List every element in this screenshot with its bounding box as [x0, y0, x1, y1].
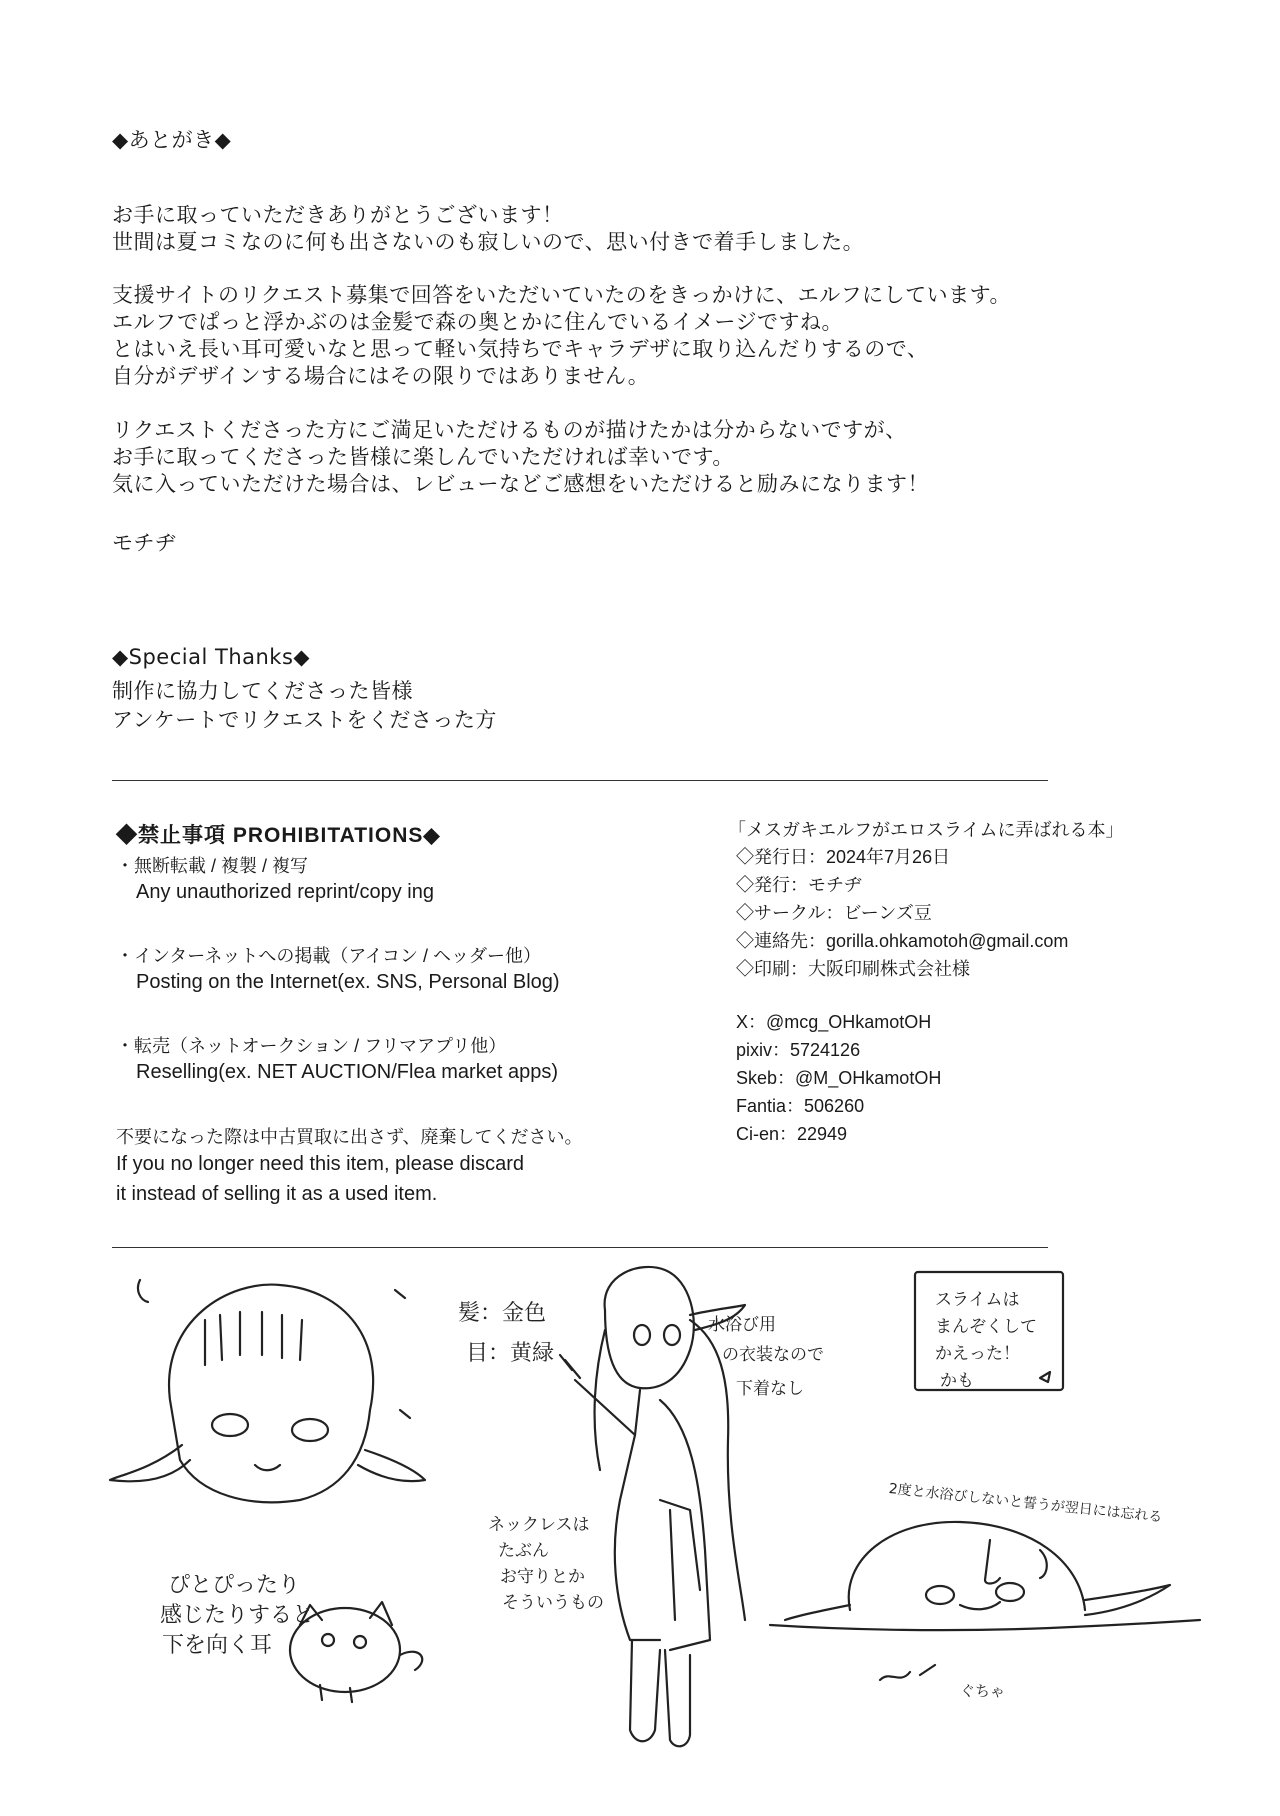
colophon-detail: ◇発行：モチヂ: [736, 875, 862, 895]
afterword-line: とはいえ長い耳可愛いなと思って軽い気持ちでキャラデザに取り込んだりするので、: [112, 337, 929, 361]
divider-bottom: [112, 1247, 1048, 1248]
prohibition-item-en: Posting on the Internet(ex. SNS, Personal Blog): [136, 971, 560, 993]
afterword-heading: ◆あとがき◆: [112, 128, 232, 152]
flattened-elf-sketch: [770, 1522, 1200, 1680]
elf-figure-sketch: [560, 1267, 745, 1746]
book-title: 「メスガキエルフがエロスライムに弄ばれる本」: [728, 820, 1124, 840]
thanks-line: 制作に協力してくださった皆様: [112, 679, 413, 703]
sns-link: pixiv：5724126: [736, 1040, 861, 1060]
divider-top: [112, 780, 1048, 781]
discard-notice-en: it instead of selling it as a used item.: [116, 1183, 438, 1205]
prohibition-item-en: Any unauthorized reprint/copy ing: [136, 881, 434, 903]
sns-link: Skeb：@M_OHkamotOH: [736, 1068, 942, 1088]
afterword-line: 自分がデザインする場合にはその限りではありません。: [112, 364, 650, 388]
sketch-note: 水浴び用: [708, 1315, 776, 1335]
elf-head-sketch: [110, 1280, 425, 1502]
afterword-signature: モチヂ: [112, 531, 177, 555]
sound-effect: ぐちゃ: [960, 1682, 1006, 1700]
sketch-note: お守りとか: [500, 1567, 585, 1587]
note-box-text: かえった！: [935, 1344, 1020, 1364]
afterword-line: 気に入っていただけた場合は、レビューなどご感想をいただけると励みになります！: [112, 472, 929, 496]
sketch-note: そういうもの: [502, 1593, 604, 1613]
note-box-text: スライムは: [935, 1290, 1020, 1310]
prohibition-item-en: Reselling(ex. NET AUCTION/Flea market apps): [136, 1061, 558, 1083]
sketch-note: の衣装なので: [722, 1345, 824, 1365]
hair-color-note: 髪：金色: [458, 1301, 547, 1326]
afterword-line: お手に取っていただきありがとうございます！: [112, 203, 564, 227]
eye-color-note: 目：黄緑: [466, 1341, 555, 1366]
sketch-note: ネックレスは: [488, 1515, 590, 1535]
note-box-text: かも: [940, 1371, 974, 1391]
note-box-text: まんぞくして: [935, 1317, 1037, 1337]
thanks-heading: ◆Special Thanks◆: [112, 645, 311, 669]
afterword-line: エルフでぱっと浮かぶのは金髪で森の奥とかに住んでいるイメージですね。: [112, 310, 843, 334]
afterword-line: リクエストくださった方にご満足いただけるものが描けたかは分からないですが、: [112, 418, 907, 442]
sketch-note: ぴとぴったり: [168, 1573, 301, 1598]
discard-notice-en: If you no longer need this item, please discard: [116, 1153, 525, 1175]
prohibitions-heading: ◆禁止事項 PROHIBITATIONS◆: [116, 824, 441, 847]
colophon-detail: ◇印刷：大阪印刷株式会社様: [736, 959, 970, 979]
sns-link: X：@mcg_OHkamotOH: [736, 1012, 932, 1032]
prohibition-item-jp: ・無断転載 / 複製 / 複写: [116, 856, 309, 876]
afterword-line: 世間は夏コミなのに何も出さないのも寂しいので、思い付きで着手しました。: [112, 230, 865, 254]
colophon-detail: ◇発行日：2024年7月26日: [736, 847, 951, 867]
sns-link: Ci-en：22949: [736, 1124, 848, 1144]
sketch-illustrations: [0, 1260, 1280, 1816]
sketch-note: たぶん: [498, 1541, 549, 1561]
sketch-note: 下を向く耳: [162, 1633, 273, 1658]
thanks-line: アンケートでリクエストをくださった方: [112, 708, 497, 732]
sns-link: Fantia：506260: [736, 1096, 865, 1116]
sketch-note: 下着なし: [736, 1379, 804, 1399]
colophon-detail: ◇連絡先：gorilla.ohkamotoh@gmail.com: [736, 931, 1069, 951]
afterword-line: 支援サイトのリクエスト募集で回答をいただいていたのをきっかけに、エルフにしています。: [112, 283, 1012, 307]
prohibition-item-jp: ・転売（ネットオークション / フリマアプリ他）: [116, 1036, 507, 1056]
sketch-caption: 2度と水浴びしないと誓うが翌日には忘れる: [888, 1480, 1164, 1526]
sketch-note: 感じたりすると: [160, 1603, 315, 1628]
colophon-detail: ◇サークル：ビーンズ豆: [736, 903, 932, 923]
discard-notice-jp: 不要になった際は中古買取に出さず、廃棄してください。: [116, 1127, 583, 1147]
prohibition-item-jp: ・インターネットへの掲載（アイコン / ヘッダー他）: [116, 946, 542, 966]
afterword-line: お手に取ってくださった皆様に楽しんでいただければ幸いです。: [112, 445, 734, 469]
